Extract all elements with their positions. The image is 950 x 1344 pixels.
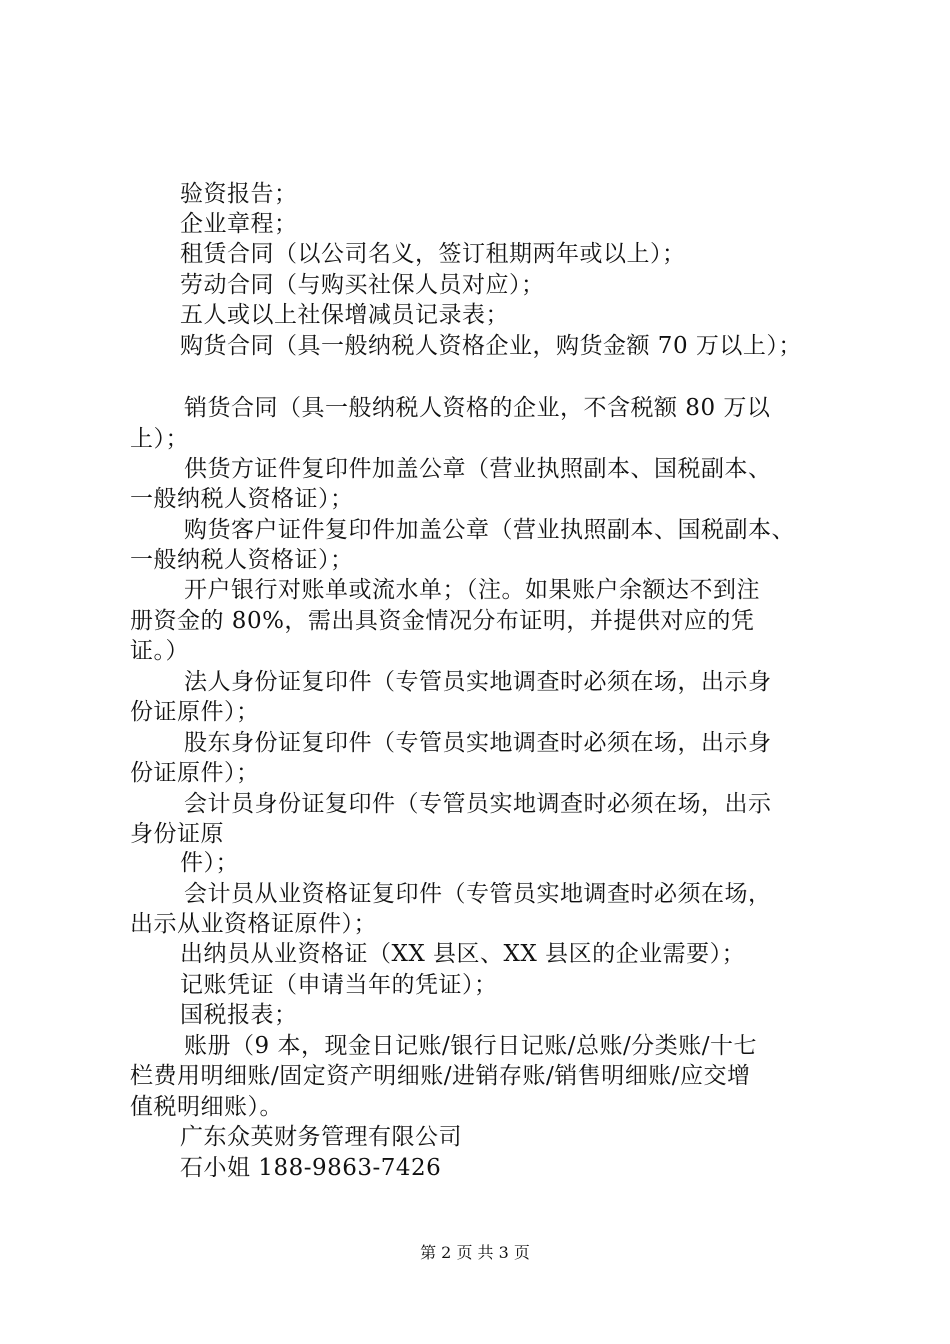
text-line: 栏费用明细账/固定资产明细账/进销存账/销售明细账/应交增 [130, 1063, 751, 1089]
contact-line: 石小姐 188-9863-7426 [180, 1155, 442, 1181]
text-line: 会计员从业资格证复印件（专管员实地调查时必须在场， [184, 881, 772, 907]
text-line: 购货合同（具一般纳税人资格企业，购货金额 70 万以上）； [180, 333, 802, 359]
text-line: 销货合同（具一般纳税人资格的企业，不含税额 80 万以 [184, 395, 771, 421]
text-line: 验资报告； [180, 181, 298, 207]
text-line: 出纳员从业资格证（XX 县区、XX 县区的企业需要）； [180, 941, 746, 967]
text-line: 五人或以上社保增减员记录表； [180, 302, 509, 328]
text-line: 开户银行对账单或流水单；（注。如果账户余额达不到注 [184, 577, 760, 603]
text-line: 企业章程； [180, 211, 298, 237]
text-line: 记账凭证（申请当年的凭证）； [180, 972, 498, 998]
text-line: 出示从业资格证原件）； [130, 911, 377, 937]
text-line: 购货客户证件复印件加盖公章（营业执照副本、国税副本、 [184, 517, 795, 543]
company-name: 广东众英财务管理有限公司 [180, 1124, 462, 1150]
text-line: 证。） [130, 638, 189, 664]
text-line: 份证原件）； [130, 760, 260, 786]
text-line: 份证原件）； [130, 699, 260, 725]
text-line: 供货方证件复印件加盖公章（营业执照副本、国税副本、 [184, 456, 772, 482]
text-line: 一般纳税人资格证）； [130, 547, 354, 573]
text-line: 值税明细账）。 [130, 1094, 283, 1120]
text-line: 册资金的 80%，需出具资金情况分布证明，并提供对应的凭 [130, 608, 755, 634]
text-line: 一般纳税人资格证）； [130, 486, 354, 512]
text-line: 租赁合同（以公司名义，签订租期两年或以上）； [180, 241, 686, 267]
text-line: 国税报表； [180, 1002, 298, 1028]
text-line: 会计员身份证复印件（专管员实地调查时必须在场，出示 [184, 791, 772, 817]
text-line: 法人身份证复印件（专管员实地调查时必须在场，出示身 [184, 669, 772, 695]
page-number-footer: 第 2 页 共 3 页 [420, 1243, 530, 1262]
text-line: 股东身份证复印件（专管员实地调查时必须在场，出示身 [184, 730, 772, 756]
text-line: 劳动合同（与购买社保人员对应）； [180, 272, 545, 298]
text-line: 件）； [180, 850, 239, 876]
text-line: 上）； [130, 426, 189, 452]
text-line: 身份证原 [130, 821, 224, 847]
text-line: 账册（9 本，现金日记账/银行日记账/总账/分类账/十七 [184, 1033, 757, 1059]
